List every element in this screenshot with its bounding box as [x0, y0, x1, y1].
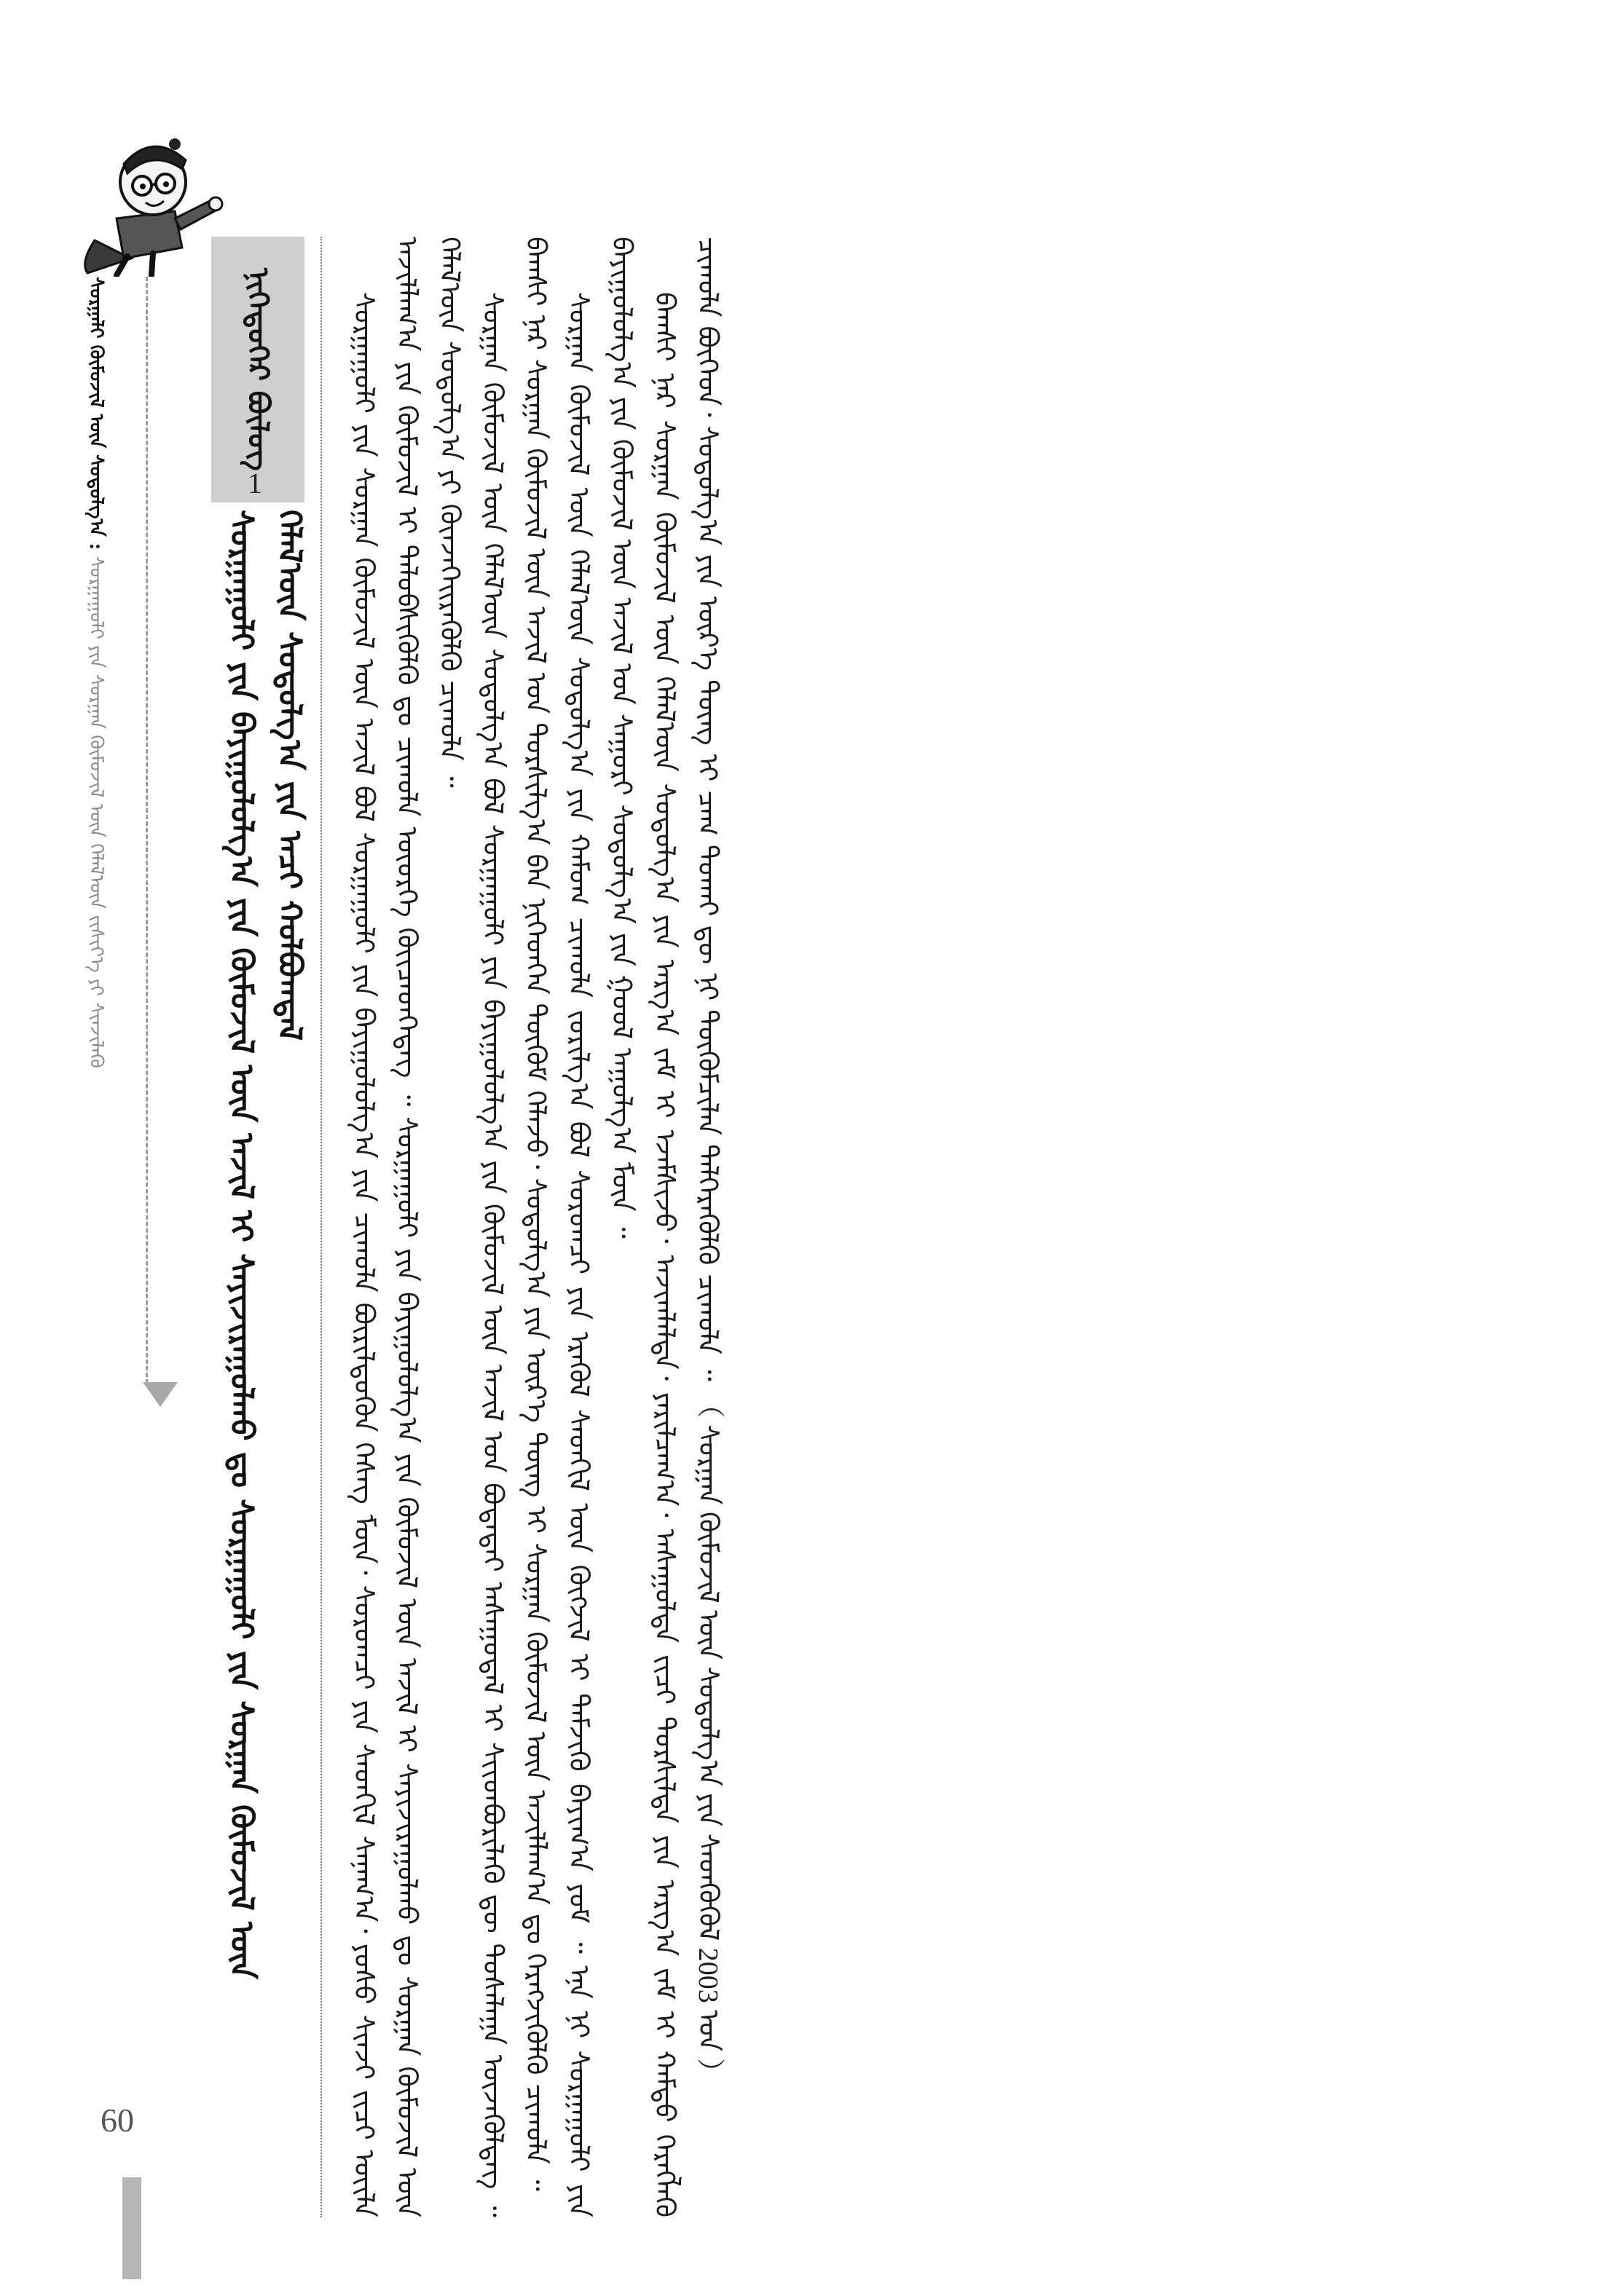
page-side-bar — [122, 2177, 141, 2279]
body-text — [342, 237, 1435, 2217]
citation-close: ᠣᠨ ） — [693, 2010, 723, 2086]
triangle-marker-icon — [143, 1382, 178, 1407]
paragraph: ᠰᠤᠷᠭᠠᠨ ᠬᠦᠮᠦᠵᠢᠯ ᠦᠨ ᠬᠡᠯᠡᠯ᠎ᠦᠨ ᠰᠤᠳᠤᠯᠭ᠎ᠠ ᠪᠣᠯ ᠰᠤᠷᠭᠠᠭᠤᠯᠢ ᠶᠢᠨ ᠪᠠᠶᠢᠭᠤᠯᠤᠯᠭ᠎ᠠ ᠶᠢᠨ ᠬᠦᠮᠦᠵᠢᠯ ᠦᠨ ᠠᠵᠢᠯ ᠤᠨ ᠪᠣᠳᠠᠳᠠᠢ ᠠᠰᠠᠭᠤᠳᠠᠯ ᠢ ᠰᠢᠢᠳᠪᠦᠷᠢᠯᠡᠬᠦ ᠳᠦ ᠲᠤᠰᠠᠯᠠᠭᠠ ᠦᠵᠡᠭᠦᠯᠳᠡᠭ ᠃ ᠪᠠᠭᠰᠢ ᠨᠠᠷ ᠰᠤᠷᠭᠠᠨ ᠬᠦᠮᠦᠵᠢᠯ ᠦᠨ ᠠᠵᠢᠯ ᠤᠨ ᠲᠤᠷᠰᠢᠯᠭ᠎ᠠ ᠪᠠᠨ ᠨᠢᠭᠡᠳᠬᠡᠨ ᠳᠦᠭᠦᠮ ᠬᠡᠯᠡᠵᠦ᠂ ᠰᠤᠳᠤᠯᠭ᠎ᠠ ᠶᠢᠨ ᠦᠷ᠎ᠡ ᠳᠦᠩ ᠢ ᠰᠤᠷᠭᠠᠨ ᠬᠦᠮᠦᠵᠢᠯ ᠦᠨ ᠠᠵᠢᠯᠯᠠᠭ᠎ᠠ ᠳᠤ ᠬᠡᠷᠡᠭᠵᠢᠭᠦᠯᠬᠦ ᠴᠢᠬᠤᠯᠠ ᠃ — [477, 237, 552, 2217]
citation-open: （ ᠰᠤᠷᠭᠠᠨ ᠬᠦᠮᠦᠵᠢᠯ ᠦᠨ ᠰᠤᠳᠤᠯᠭ᠎ᠠ ᠶᠢᠨ ᠰᠡᠳᠬᠦᠭᠦᠯ — [693, 1389, 723, 1941]
student-mascot-icon — [66, 131, 226, 277]
running-header-book-title: ᠰᠤᠷᠭᠠᠭᠤᠯᠢ ᠶᠢᠨ ᠰᠤᠷᠭᠠᠨ ᠬᠦᠮᠦᠵᠢᠯ ᠦᠨ ᠬᠡᠯᠡᠯ᠎ᠦᠨ ᠵᠢᠱᠢᠶ᠎ᠡ ᠶᠢ ᠰᠢᠨᠵᠢᠯᠡᠬᠦ — [85, 556, 107, 1068]
title-dotted-rule — [320, 237, 322, 2217]
paragraph-text: ᠪᠠᠭᠰᠢ ᠨᠠᠷ ᠰᠤᠷᠭᠠᠨ ᠬᠦᠮᠦᠵᠢᠯ ᠦᠨ ᠬᠡᠯᠡᠯ᠎ᠦᠨ ᠰᠤᠳᠤᠯᠭ᠎ᠠ ᠶᠢᠨ ᠠᠷᠭ᠎ᠠ ᠵᠠᠮ ᠢ ᠡᠵᠡᠮᠰᠢᠵᠦ᠂ ᠠᠵᠢᠭᠯᠠᠯᠲᠠ᠂ ᠶᠠᠷᠢᠯᠴᠠᠭ᠎ᠠ᠂ ᠠᠰᠠᠭᠤᠯᠲᠠ ᠵᠢᠴᠢ ᠳᠤᠷᠰᠢᠯᠲᠠ ᠶᠢᠨ ᠠᠷᠭ᠎ᠠ ᠵᠠᠮ ᠢ ᠬᠠᠮᠲᠤ ᠬᠡᠷᠡᠭᠯᠡᠬᠦ ᠴᠢᠬᠤᠯᠠ ᠪᠥᠭᠡᠳ᠂ ᠰᠤᠳᠤᠯᠭ᠎ᠠ ᠶᠢᠨ ᠦᠷ᠎ᠡ ᠳᠦᠩ ᠢ ᠴᠠᠭ ᠲᠤᠬᠠᠢ ᠳᠦ ᠨᠢ ᠳᠦᠭᠦᠮᠴᠢᠯᠡᠨ ᠳᠡᠯᠭᠡᠷᠡᠭᠦᠯᠬᠦ ᠴᠢᠬᠤᠯᠠ ᠃ — [649, 237, 724, 2217]
paragraph: ᠰᠤᠷᠭᠠᠭᠤᠯᠢ ᠶᠢᠨ ᠰᠤᠷᠭᠠᠨ ᠬᠦᠮᠦᠵᠢᠯ ᠦᠨ ᠠᠵᠢᠯ ᠪᠣᠯ ᠰᠤᠷᠭᠠᠭᠤᠯᠢ ᠶᠢᠨ ᠪᠠᠶᠢᠭᠤᠯᠤᠯᠭ᠎ᠠ ᠶᠢᠨ ᠴᠢᠬᠤᠯᠠ ᠪᠦᠷᠢᠯᠳᠦᠬᠦᠨ ᠬᠡᠰᠡᠭ ᠮᠥᠨ᠂ ᠰᠤᠷᠤᠭᠴᠢ ᠶᠢᠨ ᠰᠡᠳᠬᠢᠯ ᠰᠠᠨᠠᠭ᠎ᠠ᠂ ᠶᠣᠰᠣ ᠰᠢᠨᠵᠢ ᠵᠢᠴᠢ ᠦᠢᠯᠡ ᠠᠵᠢᠯᠯᠠᠭ᠎ᠠ ᠶᠢᠨ ᠬᠦᠮᠦᠵᠢᠯ ᠢ ᠲᠡᠯᠦᠪᠰᠢᠭᠦᠯᠬᠦ ᠳᠤ ᠴᠢᠬᠤᠯᠠ ᠦᠦᠷᠭᠡ ᠭᠦᠢᠴᠡᠳᠭᠡᠳᠡᠭ ᠃ ᠰᠤᠷᠭᠠᠭᠤᠯᠢ ᠶᠢᠨ ᠪᠠᠶᠢᠭᠤᠯᠤᠯᠭ᠎ᠠ ᠶᠢᠨ ᠬᠦᠮᠦᠵᠢᠯ ᠦᠨ ᠠᠵᠢᠯ ᠢ ᠰᠠᠶᠢᠵᠢᠷᠠᠭᠤᠯᠬᠤ ᠳᠤ ᠰᠤᠷᠭᠠᠨ ᠬᠦᠮᠦᠵᠢᠯ ᠦᠨ ᠬᠡᠯᠡᠯ᠎ᠦᠨ ᠰᠤᠳᠤᠯᠭ᠎ᠠ ᠶᠢ ᠭᠦᠨᠵᠡᠭᠡᠢᠷᠡᠭᠦᠯᠬᠦ ᠴᠢᠬᠤᠯᠠ ᠃ — [348, 237, 466, 2217]
citation-year: 2003 — [693, 1947, 723, 2003]
chapter-number: 1 — [248, 467, 262, 500]
chapter-tab: ᠨᠢᠭᠡᠳᠦᠭᠡᠷ ᠪᠦᠯᠦᠭ — [211, 237, 304, 502]
paragraph: ᠰᠤᠷᠭᠠᠨ ᠬᠦᠮᠦᠵᠢᠯ ᠦᠨ ᠬᠡᠯᠡᠯ᠎ᠦᠨ ᠰᠤᠳᠤᠯᠭ᠎ᠠ ᠶᠢᠨ ᠬᠠᠮᠤᠭ ᠴᠢᠬᠤᠯᠠ ᠵᠣᠷᠢᠯᠭ᠎ᠠ ᠪᠣᠯ ᠰᠤᠷᠤᠭᠴᠢ ᠶᠢᠨ ᠡᠷᠡᠭᠦᠯ ᠰᠡᠳᠬᠢᠯ ᠦᠨ ᠬᠥᠭᠵᠢᠯ ᠢ ᠳᠡᠮᠵᠢᠬᠦ ᠪᠠᠶᠢᠭ᠎ᠠ ᠶᠤᠮ ᠃ ᠡᠨᠡ ᠨᠢ ᠰᠤᠷᠭᠠᠭᠤᠯᠢ ᠶᠢᠨ ᠪᠠᠶᠢᠭᠤᠯᠤᠯᠭ᠎ᠠ ᠶᠢᠨ ᠬᠦᠮᠦᠵᠢᠯ ᠦᠨ ᠠᠵᠢᠯ ᠤᠨ ᠰᠠᠭᠤᠷᠢ ᠰᠤᠳᠤᠯᠭ᠎ᠠ ᠶᠢᠨ ᠭᠣᠣᠯ ᠠᠭᠤᠯᠭ᠎ᠠ ᠮᠥᠨ ᠃ — [563, 237, 638, 2217]
paragraph — [643, 237, 729, 2217]
section-title: ᠰᠤᠷᠭᠠᠭᠤᠯᠢ ᠶᠢᠨ ᠪᠠᠶᠢᠭᠤᠯᠤᠯᠭ᠎ᠠ ᠶᠢᠨ ᠬᠦᠮᠦᠵᠢᠯ ᠦᠨ ᠠᠵᠢᠯ ᠢ ᠰᠠᠶᠢᠵᠢᠷᠠᠭᠤᠯᠬᠤ ᠳᠤ ᠰᠤᠷᠭᠠᠭᠤᠯᠢ ᠶᠢᠨ ᠰᠤᠷᠭᠠᠨ ᠬᠦᠮᠦᠵᠢᠯ ᠦᠨ ᠬᠡᠯᠡᠯ᠎ᠦᠨ ᠰᠤᠳᠤᠯᠭ᠎ᠠ ᠶᠢᠨ ᠠᠴᠢ ᠬᠣᠯᠪᠣᠭᠳᠠᠯ — [223, 510, 308, 1979]
header-dashed-rule — [146, 277, 148, 1384]
running-header-series: ᠰᠤᠷᠭᠠᠯᠢ ᠬᠦᠮᠦᠵᠢᠯ ᠦᠨ ᠰᠤᠳᠤᠯᠭ᠎ᠠ : — [85, 277, 107, 551]
page-number: 60 — [101, 2102, 134, 2139]
running-header — [82, 277, 111, 1442]
citation — [693, 1390, 723, 2086]
